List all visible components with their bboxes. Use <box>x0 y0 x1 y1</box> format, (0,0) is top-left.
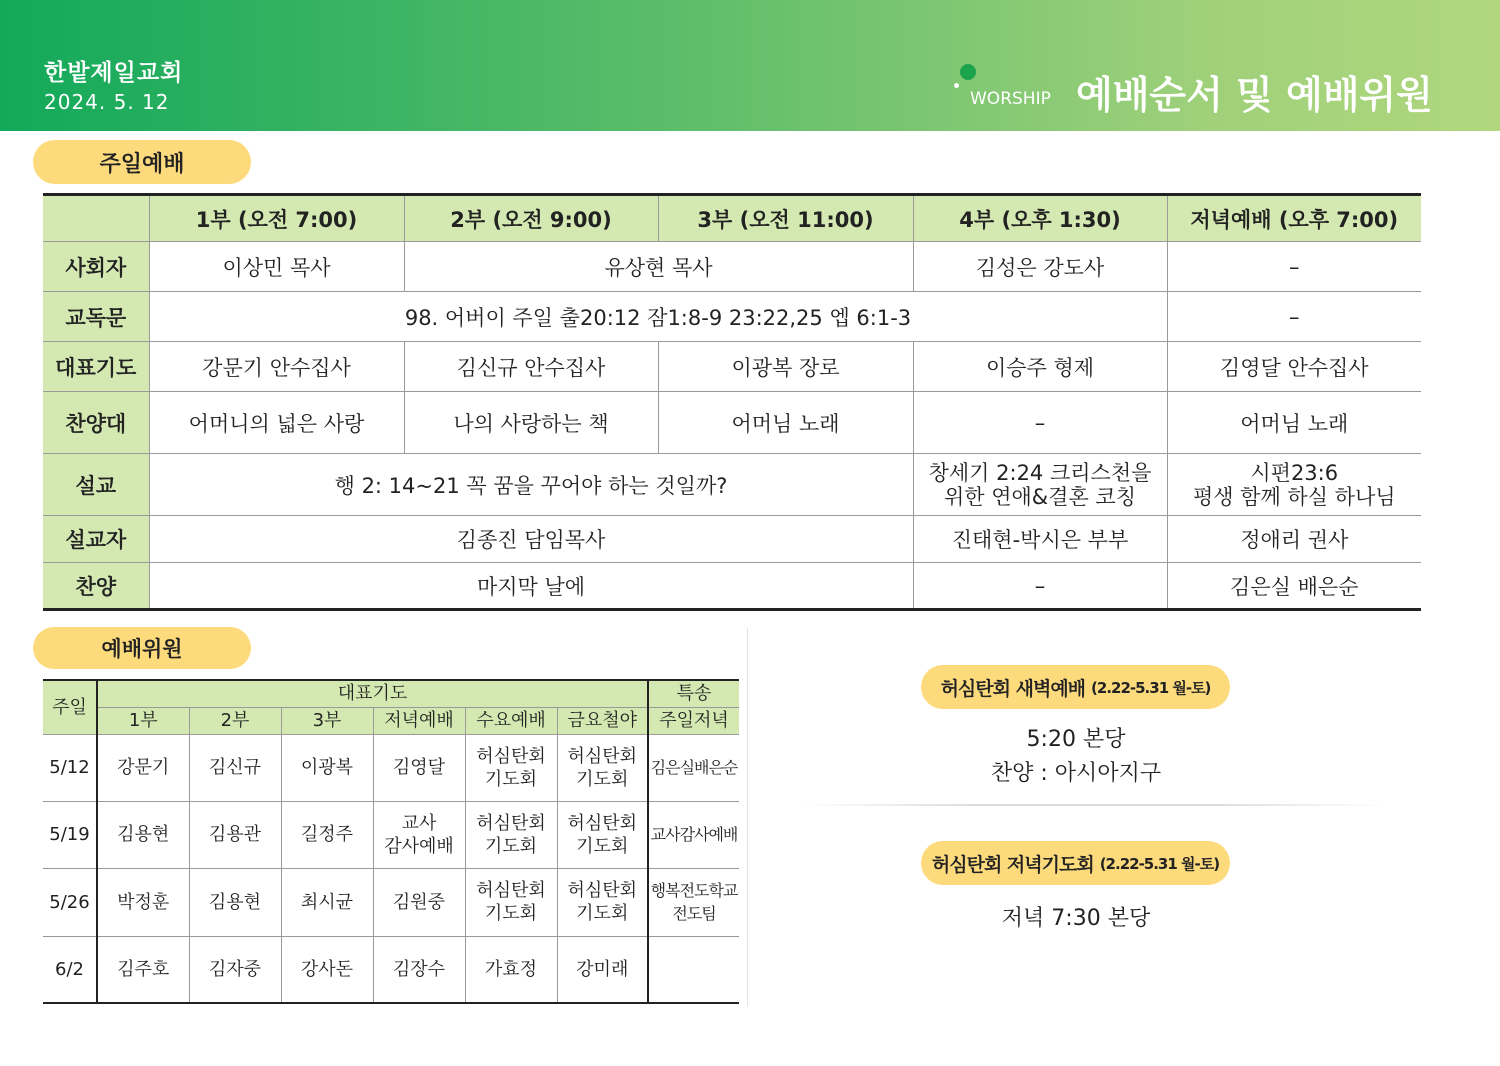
cell-line: 허심탄회 <box>476 812 546 834</box>
table-row <box>43 392 1421 454</box>
table-cell: 김영달 안수집사 <box>1167 342 1421 392</box>
table-cell: 가효정 <box>465 936 557 1003</box>
table-header-row <box>43 195 1421 242</box>
notice-title-dawn-service <box>921 665 1230 709</box>
cell-line: 허심탄회 <box>567 745 638 767</box>
table-row <box>43 242 1421 292</box>
cell-line: 김은실배은순 <box>650 758 738 777</box>
cell-line: 허심탄회 <box>476 880 546 901</box>
table-cell <box>465 801 557 868</box>
cell-line: 교사감사예배 <box>650 825 738 844</box>
column-header: 1부 <box>97 707 189 734</box>
table-cell: 강문기 안수집사 <box>149 342 404 392</box>
table-cell: 김용현 <box>97 801 189 868</box>
table-cell: 박정훈 <box>97 868 189 936</box>
table-row <box>43 801 739 868</box>
table-row <box>43 516 1421 563</box>
table-cell: 어머니의 넓은 사랑 <box>149 392 404 454</box>
table-cell: – <box>913 563 1167 610</box>
table-cell <box>1167 454 1421 516</box>
table-row <box>43 454 1421 516</box>
table-header-row <box>43 707 739 734</box>
table-header-row <box>43 680 739 707</box>
table-cell: 이상민 목사 <box>149 242 404 292</box>
table-cell: 김은실 배은순 <box>1167 563 1421 610</box>
page-title: 예배순서 및 예배위원 <box>1076 73 1433 117</box>
row-header: 사회자 <box>43 242 149 292</box>
section-title-sunday-service: 주일예배 <box>33 140 251 184</box>
table-cell: 강문기 <box>97 734 189 801</box>
table-cell <box>648 801 739 868</box>
table-row <box>43 936 739 1003</box>
table-cell: 김주호 <box>97 936 189 1003</box>
column-header: 2부 <box>189 707 281 734</box>
table-cell: 김성은 강도사 <box>913 242 1167 292</box>
table-cell: 길정주 <box>281 801 373 868</box>
cell-line: 기도회 <box>484 835 538 857</box>
cell-line: 평생 함께 하실 하나님 <box>1192 484 1396 509</box>
notice-title: 허심탄회 새벽예배 <box>940 677 1086 700</box>
table-cell <box>465 868 557 936</box>
table-cell: 김용현 <box>189 868 281 936</box>
table-cell: 김종진 담임목사 <box>149 516 913 563</box>
cell-line: 감사예배 <box>384 835 454 857</box>
row-header: 교독문 <box>43 292 149 342</box>
table-cell: 강사돈 <box>281 936 373 1003</box>
column-group-prayer: 대표기도 <box>97 680 648 707</box>
table-cell <box>648 936 739 1003</box>
table-cell <box>648 734 739 801</box>
table-cell: 김용관 <box>189 801 281 868</box>
table-cell: – <box>1167 292 1421 342</box>
table-cell <box>465 734 557 801</box>
notice-title: 허심탄회 저녁기도회 <box>931 853 1094 876</box>
table-row <box>43 292 1421 342</box>
cell-line: 허심탄회 <box>567 880 638 901</box>
table-cell: 김자중 <box>189 936 281 1003</box>
column-header: 주일저녁 <box>648 707 739 734</box>
column-header: 1부 (오전 7:00) <box>149 195 404 242</box>
table-row <box>43 563 1421 610</box>
worship-label: WORSHIP <box>970 89 1051 109</box>
table-cell: 정애리 권사 <box>1167 516 1421 563</box>
table-cell: 유상현 목사 <box>404 242 913 292</box>
table-cell: 강미래 <box>557 936 648 1003</box>
notice-location: 저녁 7:30 본당 <box>1001 906 1151 931</box>
row-header: 찬양 <box>43 563 149 610</box>
worship-staff-table <box>43 679 739 1004</box>
table-cell: 이승주 형제 <box>913 342 1167 392</box>
cell-line: 기도회 <box>484 903 538 924</box>
table-cell: 나의 사랑하는 책 <box>404 392 658 454</box>
table-row <box>43 868 739 936</box>
notice-period: (2.22-5.31 월-토) <box>1099 854 1220 873</box>
column-header-date: 주일 <box>43 680 97 734</box>
row-header: 설교 <box>43 454 149 516</box>
cell-line: 행복전도학교 <box>650 881 738 900</box>
table-cell <box>557 734 648 801</box>
column-divider <box>747 628 748 1006</box>
row-header: 찬양대 <box>43 392 149 454</box>
cell-line: 전도팀 <box>672 904 716 923</box>
corner-cell <box>43 195 149 242</box>
green-dot-icon <box>960 64 976 80</box>
table-cell <box>913 454 1167 516</box>
table-cell: 98. 어버이 주일 출20:12 잠1:8-9 23:22,25 엡 6:1-3 <box>149 292 1167 342</box>
table-cell <box>648 868 739 936</box>
table-cell: 김신규 <box>189 734 281 801</box>
table-cell: 진태현-박시은 부부 <box>913 516 1167 563</box>
column-header: 3부 (오전 11:00) <box>658 195 913 242</box>
table-cell: 행 2: 14~21 꼭 꿈을 꾸어야 하는 것일까? <box>149 454 913 516</box>
column-header: 4부 (오후 1:30) <box>913 195 1167 242</box>
column-header: 금요철야 <box>557 707 648 734</box>
notice-period: (2.22-5.31 월-토) <box>1091 678 1211 697</box>
notice-divider <box>800 804 1386 806</box>
white-dot-icon <box>954 83 959 88</box>
table-cell <box>557 801 648 868</box>
table-cell: 어머님 노래 <box>658 392 913 454</box>
table-cell: 김영달 <box>373 734 465 801</box>
table-cell: 최시균 <box>281 868 373 936</box>
row-header: 설교자 <box>43 516 149 563</box>
church-name: 한밭제일교회 <box>44 60 184 86</box>
cell-line: 허심탄회 <box>476 745 546 767</box>
table-cell: 김장수 <box>373 936 465 1003</box>
table-row <box>43 342 1421 392</box>
table-cell: – <box>1167 242 1421 292</box>
column-header: 수요예배 <box>465 707 557 734</box>
table-cell <box>373 801 465 868</box>
date-cell: 5/12 <box>43 734 97 801</box>
sunday-service-table <box>43 193 1421 611</box>
cell-line: 교사 <box>401 812 437 834</box>
column-group-special: 특송 <box>648 680 739 707</box>
cell-line: 기도회 <box>484 768 538 790</box>
table-cell <box>557 868 648 936</box>
column-header: 저녁예배 <box>373 707 465 734</box>
table-cell: 이광복 <box>281 734 373 801</box>
table-cell: 김신규 안수집사 <box>404 342 658 392</box>
date-cell: 6/2 <box>43 936 97 1003</box>
table-cell: 어머님 노래 <box>1167 392 1421 454</box>
column-header: 저녁예배 (오후 7:00) <box>1167 195 1421 242</box>
section-title-worship-staff: 예배위원 <box>33 627 251 669</box>
cell-line: 허심탄회 <box>567 812 638 834</box>
cell-line: 위한 연애&결혼 코칭 <box>943 484 1136 509</box>
row-header: 대표기도 <box>43 342 149 392</box>
notice-title-evening-prayer <box>921 841 1230 885</box>
bulletin-date: 2024. 5. 12 <box>44 90 170 114</box>
date-cell: 5/26 <box>43 868 97 936</box>
date-cell: 5/19 <box>43 801 97 868</box>
cell-line: 기도회 <box>576 768 629 790</box>
column-header: 2부 (오전 9:00) <box>404 195 658 242</box>
notice-location: 5:20 본당 <box>1026 727 1126 752</box>
cell-line: 창세기 2:24 크리스천을 <box>928 460 1152 485</box>
table-cell: – <box>913 392 1167 454</box>
cell-line: 기도회 <box>576 835 629 857</box>
column-header: 3부 <box>281 707 373 734</box>
cell-line: 기도회 <box>576 903 629 924</box>
page-header <box>0 0 1500 131</box>
table-cell: 마지막 날에 <box>149 563 913 610</box>
table-cell: 김원중 <box>373 868 465 936</box>
cell-line: 시편23:6 <box>1250 460 1339 485</box>
table-row <box>43 734 739 801</box>
notice-praise: 찬양 : 아시아지구 <box>990 761 1162 786</box>
table-cell: 이광복 장로 <box>658 342 913 392</box>
